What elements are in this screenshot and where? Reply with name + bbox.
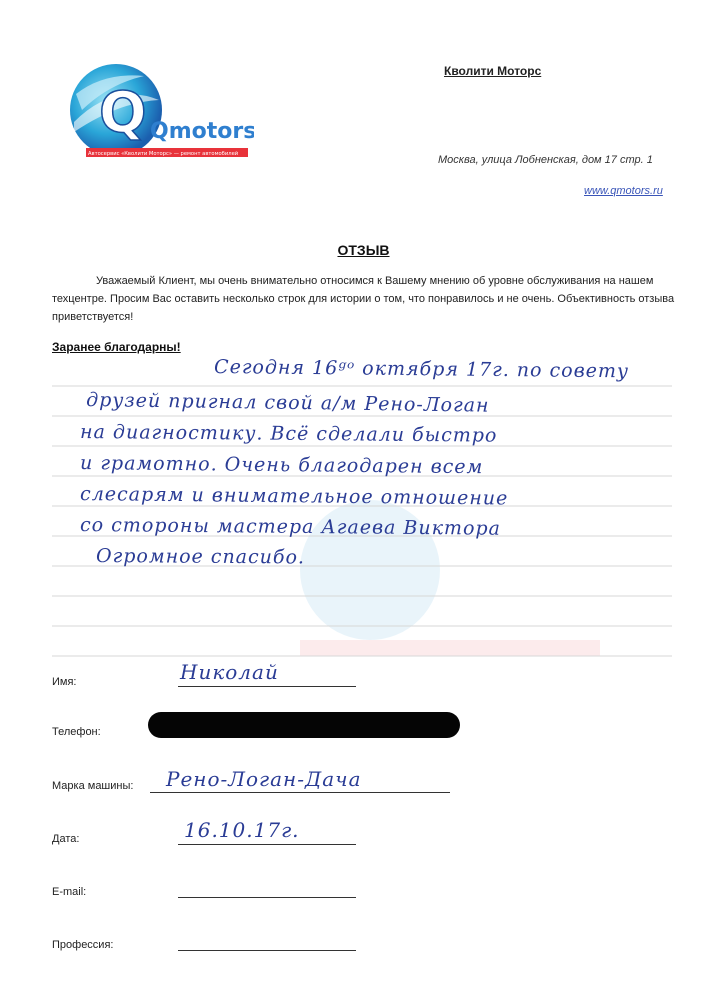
profession-label: Профессия: (52, 939, 114, 951)
date-field[interactable] (178, 844, 356, 845)
company-website-link[interactable]: www.qmotors.ru (584, 185, 663, 197)
review-line-3: на диагностику. Всё сделали быстро (80, 421, 498, 447)
form-intro-text: Уважаемый Клиент, мы очень внимательно относимся к Вашему мнению об уровне обслуживания на нашем техцентре. Просим Вас оставить несколько строк для истории о том, что понравилось и не очень. Объективность отзыва приветствуется! (52, 275, 675, 323)
review-line-4: и грамотно. Очень благодарен всем (80, 452, 484, 479)
email-label: E-mail: (52, 886, 87, 898)
date-label: Дата: (52, 833, 80, 845)
qmotors-logo-icon (64, 62, 254, 172)
svg-text:Q: Q (99, 81, 147, 146)
review-line-2: друзей пригнал свой а/м Рено-Логан (86, 389, 490, 417)
company-logo (64, 62, 254, 172)
date-value: 16.10.17г. (184, 818, 300, 842)
review-line-6: со стороны мастера Агаева Виктора (80, 514, 502, 540)
review-line-7: Огромное спасибо. (96, 545, 306, 569)
email-field[interactable] (178, 897, 356, 898)
car-field[interactable] (150, 792, 450, 793)
logo-wordmark: Qmotors (150, 119, 254, 144)
name-value: Николай (180, 660, 279, 684)
thanks-heading: Заранее благодарны! (52, 340, 181, 354)
company-address: Москва, улица Лобненская, дом 17 стр. 1 (438, 154, 653, 166)
review-line-1: Сегодня 16ᵍᵒ октября 17г. по совету (214, 356, 630, 383)
car-value: Рено-Логан-Дача (166, 767, 362, 791)
company-name: Кволити Моторс (444, 64, 542, 78)
profession-field[interactable] (178, 950, 356, 951)
phone-redaction (148, 712, 460, 738)
name-field[interactable] (178, 686, 356, 687)
logo-tagline: Автосервис «Кволити Моторс» — ремонт автомобилей (88, 151, 239, 157)
name-label: Имя: (52, 676, 77, 688)
phone-label: Телефон: (52, 726, 101, 738)
car-label: Марка машины: (52, 780, 134, 792)
review-line-5: слесарям и внимательное отношение (80, 483, 509, 510)
form-intro (52, 272, 688, 326)
form-title: ОТЗЫВ (337, 242, 390, 258)
